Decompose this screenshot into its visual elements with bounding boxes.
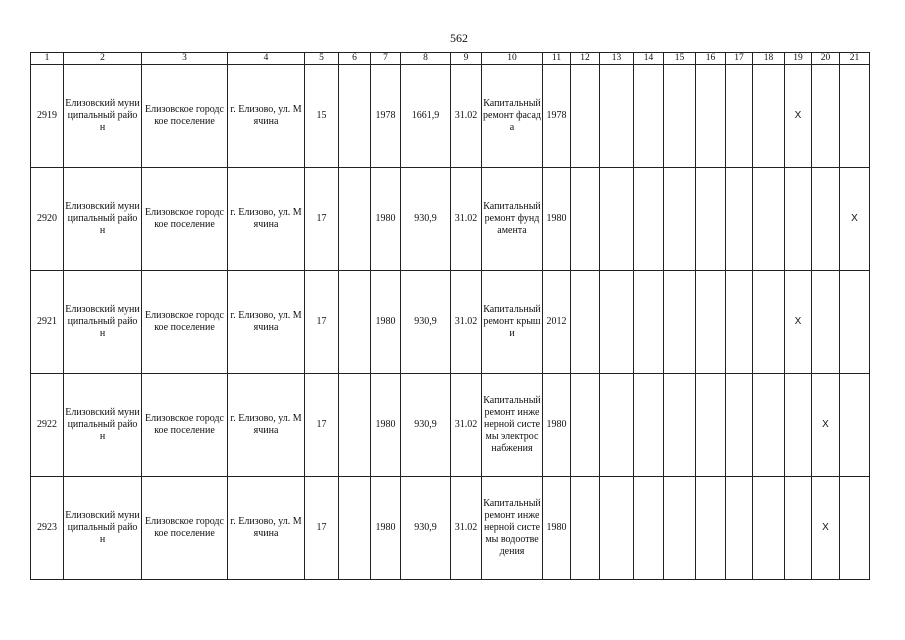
empty-cell-col-15 bbox=[664, 477, 696, 580]
empty-cell-col-12 bbox=[571, 168, 600, 271]
empty-cell-col-15 bbox=[664, 374, 696, 477]
table-row bbox=[31, 477, 870, 580]
empty-cell-col-16 bbox=[696, 374, 726, 477]
work-type-cell: Капитальный ремонт фундамента bbox=[482, 168, 543, 271]
mark-cell-col-20 bbox=[812, 65, 840, 168]
column-11-cell: 2012 bbox=[543, 271, 571, 374]
empty-cell-col-17 bbox=[726, 65, 753, 168]
mark-cell-col-19 bbox=[785, 374, 812, 477]
column-number: 15 bbox=[664, 53, 696, 65]
column-number: 17 bbox=[726, 53, 753, 65]
empty-cell-col-12 bbox=[571, 374, 600, 477]
build-year-cell: 1980 bbox=[371, 168, 401, 271]
date-cell: 31.02 bbox=[451, 477, 482, 580]
row-number-cell: 2921 bbox=[31, 271, 64, 374]
house-number-cell: 17 bbox=[305, 168, 339, 271]
mark-cell-col-21: X bbox=[840, 168, 870, 271]
empty-cell-col-15 bbox=[664, 168, 696, 271]
empty-cell-col-13 bbox=[600, 168, 634, 271]
area-cell: 1661,9 bbox=[401, 65, 451, 168]
build-year-cell: 1980 bbox=[371, 477, 401, 580]
empty-cell-col-16 bbox=[696, 271, 726, 374]
area-cell: 930,9 bbox=[401, 477, 451, 580]
work-type-cell: Капитальный ремонт инженерной системы электроснабжения bbox=[482, 374, 543, 477]
empty-cell-col-12 bbox=[571, 65, 600, 168]
column-11-cell: 1980 bbox=[543, 477, 571, 580]
empty-cell-col-14 bbox=[634, 65, 664, 168]
settlement-cell: Елизовское городское поселение bbox=[142, 271, 228, 374]
empty-cell-col-15 bbox=[664, 65, 696, 168]
address-cell: г. Елизово, ул. Мячина bbox=[228, 168, 305, 271]
date-cell: 31.02 bbox=[451, 271, 482, 374]
date-cell: 31.02 bbox=[451, 65, 482, 168]
empty-cell-col-17 bbox=[726, 271, 753, 374]
empty-cell-col-15 bbox=[664, 271, 696, 374]
empty-cell-col-17 bbox=[726, 477, 753, 580]
address-cell: г. Елизово, ул. Мячина bbox=[228, 477, 305, 580]
empty-cell-col-16 bbox=[696, 477, 726, 580]
column-number: 12 bbox=[571, 53, 600, 65]
date-cell: 31.02 bbox=[451, 168, 482, 271]
column-number: 16 bbox=[696, 53, 726, 65]
district-cell: Елизовский муниципальный район bbox=[64, 477, 142, 580]
empty-cell-col-16 bbox=[696, 65, 726, 168]
settlement-cell: Елизовское городское поселение bbox=[142, 477, 228, 580]
mark-cell-col-21 bbox=[840, 271, 870, 374]
empty-cell-col-16 bbox=[696, 168, 726, 271]
work-type-cell: Капитальный ремонт фасада bbox=[482, 65, 543, 168]
table-row bbox=[31, 65, 870, 168]
mark-cell-col-20 bbox=[812, 271, 840, 374]
house-number-cell: 17 bbox=[305, 477, 339, 580]
house-number-cell: 15 bbox=[305, 65, 339, 168]
column-6-cell bbox=[339, 271, 371, 374]
column-number: 19 bbox=[785, 53, 812, 65]
mark-cell-col-21 bbox=[840, 65, 870, 168]
row-number-cell: 2923 bbox=[31, 477, 64, 580]
column-6-cell bbox=[339, 168, 371, 271]
row-number-cell: 2919 bbox=[31, 65, 64, 168]
column-11-cell: 1980 bbox=[543, 168, 571, 271]
area-cell: 930,9 bbox=[401, 168, 451, 271]
empty-cell-col-18 bbox=[753, 168, 785, 271]
column-6-cell bbox=[339, 374, 371, 477]
district-cell: Елизовский муниципальный район bbox=[64, 374, 142, 477]
column-number: 2 bbox=[64, 53, 142, 65]
build-year-cell: 1980 bbox=[371, 374, 401, 477]
mark-cell-col-20 bbox=[812, 168, 840, 271]
empty-cell-col-18 bbox=[753, 477, 785, 580]
empty-cell-col-14 bbox=[634, 477, 664, 580]
table-row bbox=[31, 168, 870, 271]
column-number-row bbox=[31, 53, 870, 65]
district-cell: Елизовский муниципальный район bbox=[64, 168, 142, 271]
empty-cell-col-18 bbox=[753, 65, 785, 168]
column-number: 6 bbox=[339, 53, 371, 65]
column-number: 9 bbox=[451, 53, 482, 65]
empty-cell-col-14 bbox=[634, 271, 664, 374]
mark-cell-col-21 bbox=[840, 477, 870, 580]
column-6-cell bbox=[339, 477, 371, 580]
build-year-cell: 1978 bbox=[371, 65, 401, 168]
column-number: 21 bbox=[840, 53, 870, 65]
empty-cell-col-13 bbox=[600, 477, 634, 580]
column-number: 20 bbox=[812, 53, 840, 65]
empty-cell-col-18 bbox=[753, 271, 785, 374]
mark-cell-col-19 bbox=[785, 168, 812, 271]
mark-cell-col-20: X bbox=[812, 374, 840, 477]
empty-cell-col-14 bbox=[634, 374, 664, 477]
column-number: 13 bbox=[600, 53, 634, 65]
mark-cell-col-19: X bbox=[785, 271, 812, 374]
empty-cell-col-17 bbox=[726, 374, 753, 477]
address-cell: г. Елизово, ул. Мячина bbox=[228, 271, 305, 374]
address-cell: г. Елизово, ул. Мячина bbox=[228, 374, 305, 477]
column-number: 11 bbox=[543, 53, 571, 65]
empty-cell-col-13 bbox=[600, 271, 634, 374]
table-row bbox=[31, 374, 870, 477]
column-6-cell bbox=[339, 65, 371, 168]
house-number-cell: 17 bbox=[305, 374, 339, 477]
empty-cell-col-18 bbox=[753, 374, 785, 477]
district-cell: Елизовский муниципальный район bbox=[64, 271, 142, 374]
column-11-cell: 1980 bbox=[543, 374, 571, 477]
column-number: 4 bbox=[228, 53, 305, 65]
empty-cell-col-14 bbox=[634, 168, 664, 271]
column-11-cell: 1978 bbox=[543, 65, 571, 168]
empty-cell-col-12 bbox=[571, 477, 600, 580]
house-number-cell: 17 bbox=[305, 271, 339, 374]
column-number: 8 bbox=[401, 53, 451, 65]
work-type-cell: Капитальный ремонт крыши bbox=[482, 271, 543, 374]
mark-cell-col-19 bbox=[785, 477, 812, 580]
mark-cell-col-21 bbox=[840, 374, 870, 477]
row-number-cell: 2920 bbox=[31, 168, 64, 271]
column-number: 1 bbox=[31, 53, 64, 65]
row-number-cell: 2922 bbox=[31, 374, 64, 477]
district-cell: Елизовский муниципальный район bbox=[64, 65, 142, 168]
column-number: 10 bbox=[482, 53, 543, 65]
work-type-cell: Капитальный ремонт инженерной системы водоотведения bbox=[482, 477, 543, 580]
empty-cell-col-12 bbox=[571, 271, 600, 374]
mark-cell-col-19: X bbox=[785, 65, 812, 168]
page-number: 562 bbox=[450, 31, 468, 45]
settlement-cell: Елизовское городское поселение bbox=[142, 65, 228, 168]
settlement-cell: Елизовское городское поселение bbox=[142, 374, 228, 477]
column-number: 5 bbox=[305, 53, 339, 65]
column-number: 14 bbox=[634, 53, 664, 65]
empty-cell-col-13 bbox=[600, 374, 634, 477]
empty-cell-col-13 bbox=[600, 65, 634, 168]
area-cell: 930,9 bbox=[401, 374, 451, 477]
register-table bbox=[30, 52, 870, 580]
settlement-cell: Елизовское городское поселение bbox=[142, 168, 228, 271]
empty-cell-col-17 bbox=[726, 168, 753, 271]
column-number: 3 bbox=[142, 53, 228, 65]
column-number: 7 bbox=[371, 53, 401, 65]
mark-cell-col-20: X bbox=[812, 477, 840, 580]
column-number: 18 bbox=[753, 53, 785, 65]
address-cell: г. Елизово, ул. Мячина bbox=[228, 65, 305, 168]
area-cell: 930,9 bbox=[401, 271, 451, 374]
build-year-cell: 1980 bbox=[371, 271, 401, 374]
date-cell: 31.02 bbox=[451, 374, 482, 477]
table-row bbox=[31, 271, 870, 374]
